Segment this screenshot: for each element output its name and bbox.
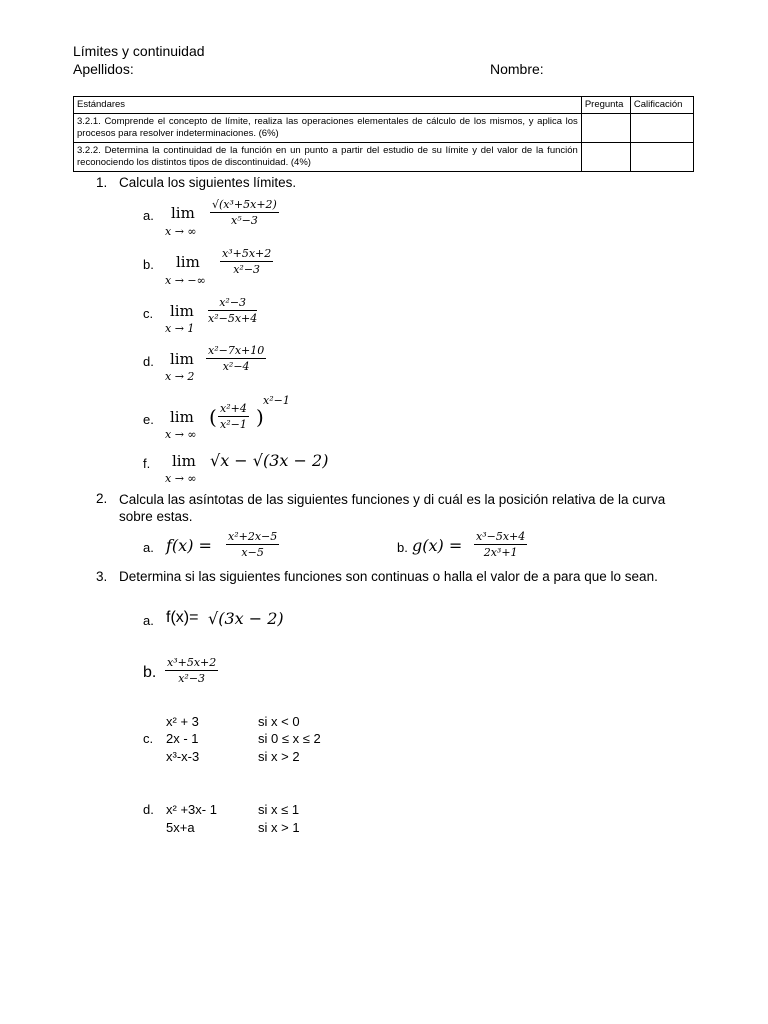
q1d-fraction — [206, 344, 266, 373]
question-cell — [581, 114, 630, 143]
q3b-label: b. — [143, 664, 157, 681]
q1a-label: a. — [143, 208, 154, 223]
q1d-denominator: x²−4 — [222, 360, 250, 373]
q3-number: 3. — [96, 569, 108, 584]
q1a-numerator: √(x³+5x+2) — [212, 198, 277, 211]
q1c-label: c. — [143, 306, 154, 321]
q3c-label: c. — [143, 731, 154, 746]
standard-row: 3.2.2. Determina la continuidad de la función en un punto a partir del estudio de su límite y del valor de la función reconociendo los distintos tipos de discontinuidad. (4%) — [74, 143, 582, 172]
q3c-piece-cond: si x < 0 — [258, 714, 300, 729]
question-cell — [581, 143, 630, 172]
q1f-label: f. — [143, 456, 151, 471]
grade-cell — [630, 114, 693, 143]
q1c-numerator: x²−3 — [208, 296, 257, 311]
q1b-denominator: x²−3 — [233, 263, 261, 276]
q1e-label: e. — [143, 412, 154, 427]
q1f-expression: √x − √(3x − 2) — [210, 451, 329, 470]
q1e-lim: lim — [170, 408, 194, 426]
q1c-sub: x → 1 — [165, 322, 195, 335]
q3c-piece-expr: x² + 3 — [166, 714, 199, 729]
q1f-lim: lim — [172, 452, 196, 470]
q3-text: Determina si las siguientes funciones son continuas o halla el valor de a para que lo sean. — [119, 569, 658, 584]
q1c-denominator: x²−5x+4 — [208, 312, 258, 325]
q3d-piece-cond: si x ≤ 1 — [258, 802, 300, 817]
grade-cell — [630, 143, 693, 172]
q3d-piece-expr: x² +3x- 1 — [166, 802, 217, 817]
page-title: Límites y continuidad — [73, 43, 205, 59]
q1b-label: b. — [143, 257, 154, 272]
q1b-numerator: x³+5x+2 — [222, 247, 272, 260]
q3a-function: f(x)= — [166, 609, 199, 626]
q3a-label: a. — [143, 613, 154, 628]
q2b-label: b. — [397, 540, 408, 555]
q2a-fraction — [226, 530, 279, 559]
q3b-numerator: x³+5x+2 — [167, 656, 217, 669]
standard-row: 3.2.1. Comprende el concepto de límite, realiza las operaciones elementales de cálculo de los mismos, y aplica los procesos para resolver indeterminaciones. (6%) — [74, 114, 582, 143]
q1-number: 1. — [96, 175, 108, 190]
q1d-numerator: x²−7x+10 — [208, 344, 265, 357]
question-header: Pregunta — [581, 97, 630, 114]
q1b-fraction — [220, 247, 273, 276]
q1e-denominator: x²−1 — [220, 418, 247, 431]
q3c-piece-cond: si x > 2 — [258, 749, 300, 764]
q2b-function: g(x) = — [412, 536, 463, 555]
q1d-label: d. — [143, 354, 154, 369]
q2b-denominator: 2x³+1 — [483, 546, 518, 559]
q3d-label: d. — [143, 802, 154, 817]
standards-table — [73, 96, 694, 172]
q1e-sub: x → ∞ — [165, 428, 197, 441]
q3b-denominator: x²−3 — [178, 672, 206, 685]
q1a-sub: x → ∞ — [165, 225, 197, 238]
q1e-fraction — [218, 402, 249, 431]
q2b-numerator: x³−5x+4 — [476, 530, 526, 543]
q1c-lim: lim — [170, 302, 194, 320]
q1-text: Calcula los siguientes límites. — [119, 175, 297, 190]
q1d-lim: lim — [170, 350, 194, 368]
q2-text: Calcula las asíntotas de las siguientes funciones y di cuál es la posición relativa de la curva sobre estas. — [119, 492, 666, 524]
q1a-lim: lim — [171, 204, 195, 222]
q1a-denominator: x⁵−3 — [231, 214, 258, 227]
q2b-fraction — [474, 530, 527, 559]
q3c-piece-expr: 2x - 1 — [166, 731, 199, 746]
q2-number: 2. — [96, 491, 108, 506]
surname-label: Apellidos: — [73, 61, 134, 77]
q1b-lim: lim — [176, 253, 200, 271]
q3b-fraction — [165, 656, 218, 685]
q3a-expression: √(3x − 2) — [208, 609, 284, 628]
q1e-paren-open: ( — [209, 405, 217, 429]
q3c-piece-cond: si 0 ≤ x ≤ 2 — [258, 731, 321, 746]
q3d-piece-cond: si x > 1 — [258, 820, 300, 835]
q1e-exponent: x²−1 — [263, 394, 290, 407]
q1a-fraction — [210, 198, 279, 227]
standards-header: Estándares — [74, 97, 582, 114]
q1e-numerator: x²+4 — [220, 402, 247, 415]
q1c-fraction — [208, 296, 257, 325]
q2a-label: a. — [143, 540, 154, 555]
q1b-sub: x → −∞ — [165, 274, 206, 287]
q1d-sub: x → 2 — [165, 370, 195, 383]
q2a-function: f(x) = — [166, 536, 212, 555]
q1e-paren-close: ) — [256, 405, 264, 429]
grade-header: Calificación — [630, 97, 693, 114]
q2a-numerator: x²+2x−5 — [228, 530, 278, 543]
q3c-piece-expr: x³-x-3 — [166, 749, 200, 764]
q3d-piece-expr: 5x+a — [166, 820, 195, 835]
name-label: Nombre: — [490, 61, 544, 77]
q2a-denominator: x−5 — [241, 546, 264, 559]
q1f-sub: x → ∞ — [165, 472, 197, 485]
